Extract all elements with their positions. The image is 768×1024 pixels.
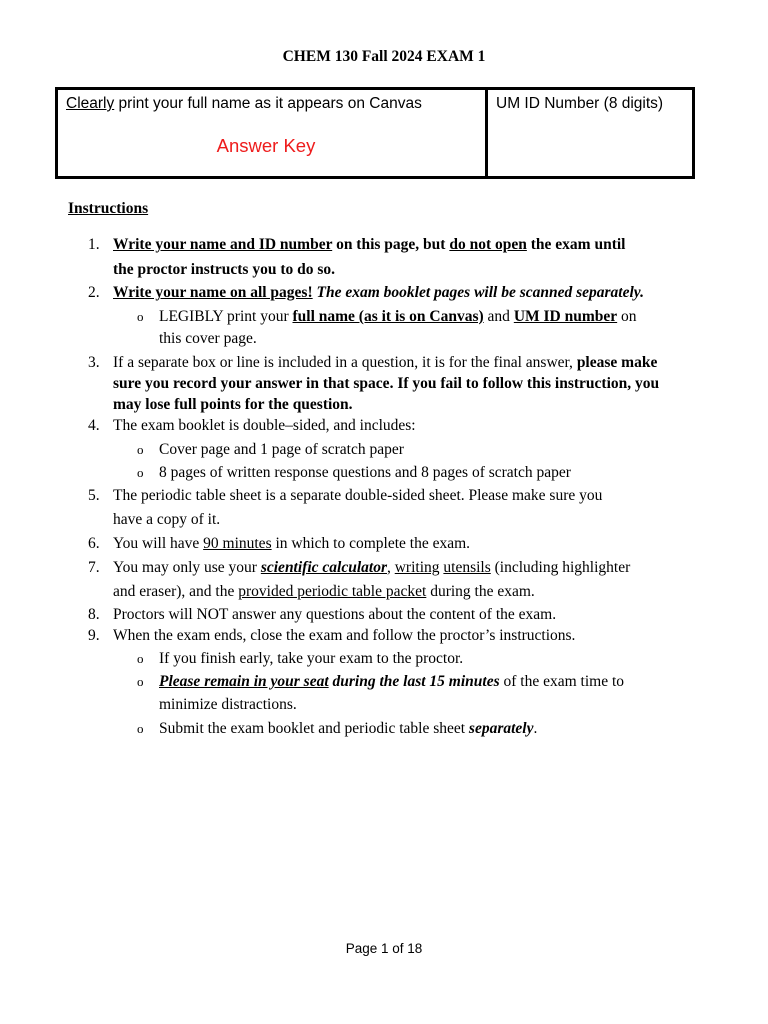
item-text: The periodic table sheet is a separate double-sided sheet. Please make sure you — [113, 487, 603, 504]
text-run: Write your name on all pages! — [113, 284, 313, 301]
text-run: , — [386, 559, 395, 576]
text-run: during the exam. — [426, 583, 535, 600]
text-run: provided periodic table packet — [238, 583, 427, 600]
sub-item-text: minimize distractions. — [159, 696, 297, 713]
item-number: 2. — [88, 284, 100, 301]
text-run: . — [533, 720, 538, 737]
item-text: sure you record your answer in that space. If you fail to follow this instruction, you — [113, 375, 660, 392]
text-run: the exam until — [526, 236, 626, 253]
item-text: The exam booklet is double–sided, and includes: — [113, 417, 416, 434]
text-run: Please remain in your seat — [159, 673, 329, 690]
text-run: and eraser), and the — [113, 583, 239, 600]
bullet-icon: o — [137, 442, 144, 457]
text-run: If a separate box or line is included in a question, it is for the final answer, — [113, 354, 577, 371]
item-text — [113, 281, 725, 304]
text-run: utensils — [443, 559, 491, 576]
bullet-icon: o — [137, 465, 144, 480]
text-run: full name (as it is on Canvas) — [292, 308, 484, 325]
text-run: You will have — [113, 535, 204, 552]
bullet-icon: o — [137, 674, 144, 689]
item-text — [113, 532, 725, 555]
item-text — [113, 351, 725, 374]
text-run: (including highlighter — [490, 559, 631, 576]
item-number: 8. — [88, 606, 100, 623]
text-run: please make — [576, 354, 658, 371]
page-number: Page 1 of 18 — [345, 941, 423, 956]
item-text — [113, 580, 725, 603]
name-label — [66, 95, 422, 113]
item-number: 7. — [88, 559, 100, 576]
text-run: You may only use your — [113, 559, 261, 576]
text-run: do not open — [449, 236, 527, 253]
answer-key-text: Answer Key — [216, 135, 316, 156]
sub-item-text — [159, 670, 719, 693]
item-number: 4. — [88, 417, 100, 434]
name-id-box — [55, 87, 695, 179]
item-text: may lose full points for the question. — [113, 396, 353, 413]
item-text — [113, 233, 725, 256]
text-run: on this page, but — [332, 236, 450, 253]
text-run: UM ID number — [513, 308, 618, 325]
text-run: and — [483, 308, 514, 325]
item-text: Proctors will NOT answer any questions about the content of the exam. — [113, 606, 557, 623]
text-run: separately — [468, 720, 534, 737]
text-run: 90 minutes — [203, 535, 272, 552]
bullet-icon: o — [137, 309, 144, 324]
item-text — [113, 556, 725, 579]
item-number: 6. — [88, 535, 100, 552]
sub-item-text: 8 pages of written response questions and 8 pages of scratch paper — [159, 464, 571, 481]
name-label-rest: print your full name as it appears on Canvas — [114, 95, 422, 112]
instructions-heading: Instructions — [68, 200, 149, 217]
item-text: have a copy of it. — [113, 511, 221, 528]
text-run: scientific calculator — [260, 559, 387, 576]
sub-item-text: this cover page. — [159, 330, 257, 347]
exam-title: CHEM 130 Fall 2024 EXAM 1 — [282, 48, 486, 65]
item-text: the proctor instructs you to do so. — [113, 261, 336, 278]
text-run: on — [617, 308, 637, 325]
item-text: When the exam ends, close the exam and follow the proctor’s instructions. — [113, 627, 576, 644]
text-run: LEGIBLY print your — [159, 308, 293, 325]
item-number: 3. — [88, 354, 100, 371]
bullet-icon: o — [137, 651, 144, 666]
text-run: Submit the exam booklet and periodic table sheet — [159, 720, 469, 737]
sub-item-text — [159, 305, 719, 328]
text-run: writing — [394, 559, 440, 576]
item-number: 9. — [88, 627, 100, 644]
sub-item-text: If you finish early, take your exam to the proctor. — [159, 650, 464, 667]
id-label: UM ID Number (8 digits) — [496, 95, 664, 112]
item-number: 1. — [88, 236, 100, 253]
text-run: during the last 15 minutes — [328, 673, 500, 690]
name-cell — [58, 90, 488, 176]
id-cell — [488, 90, 692, 176]
text-run: The exam booklet pages will be scanned separately. — [312, 284, 644, 301]
bullet-icon: o — [137, 721, 144, 736]
sub-item-text — [159, 717, 719, 740]
text-run: Write your name and ID number — [113, 236, 333, 253]
text-run: of the exam time to — [499, 673, 625, 690]
sub-item-text: Cover page and 1 page of scratch paper — [159, 441, 404, 458]
clearly-word: Clearly — [66, 95, 115, 112]
text-run: in which to complete the exam. — [271, 535, 471, 552]
item-number: 5. — [88, 487, 100, 504]
